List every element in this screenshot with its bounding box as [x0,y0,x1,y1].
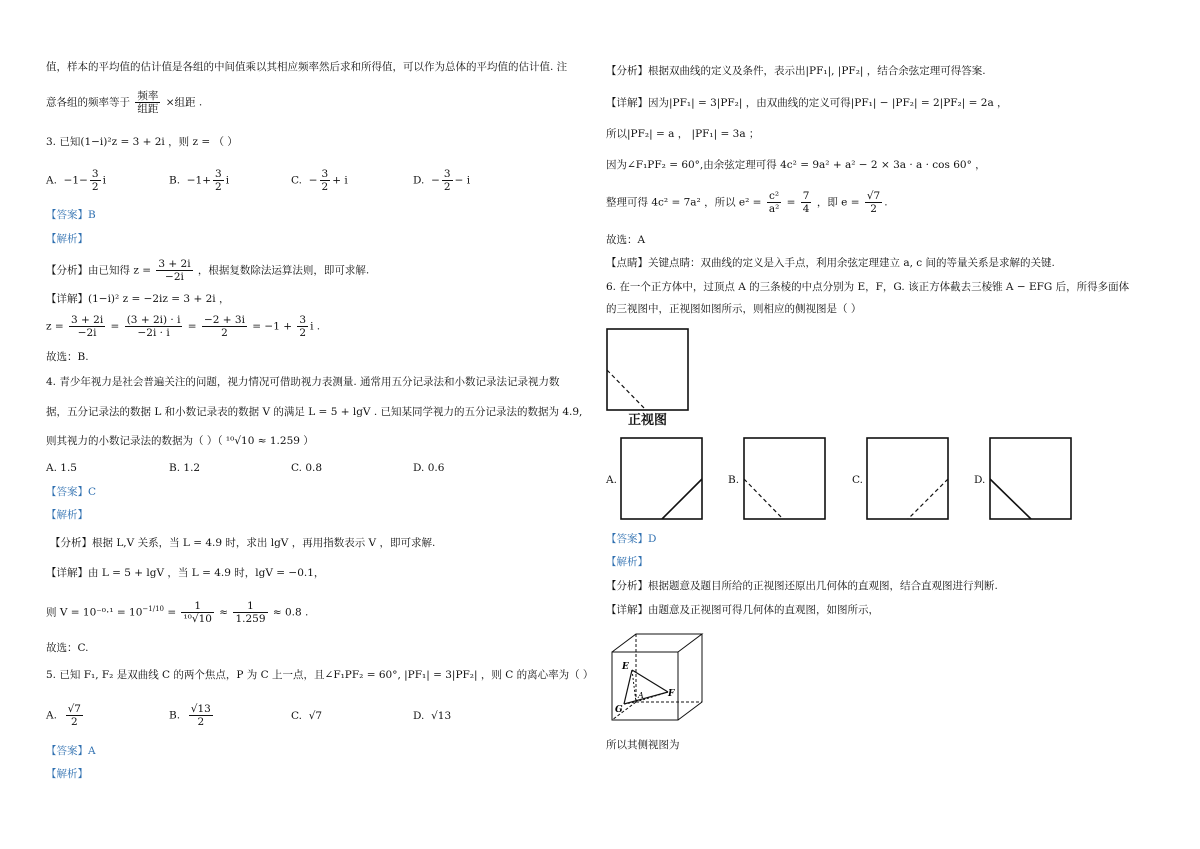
q4-option-b: B. 1.2 [169,462,201,474]
text-fragment: 【分析】由已知得 z = [46,264,152,277]
analysis-label: 【解析】 [46,768,88,780]
option-letter: D. [413,710,425,722]
analysis-text: 【分析】根据双曲线的定义及条件，表示出|PF₁|, |PF₂| ，结合余弦定理可得答案. [606,65,986,77]
text-fragment: 则 V = 10⁻⁰·¹ = 10 [46,606,143,619]
text-line: 值，样本的平均值的估计值是各组的中间值乘以其相应频率然后求和所得值，可以作为总体的平均值的估计值. 注 [46,61,568,73]
text-fragment: = [786,196,796,209]
option-dashed-edge [908,479,948,519]
question-4-stem: 则其视力的小数记录法的数据为（ ）（ ¹⁰√10 ≈ 1.259 ） [46,435,314,447]
answer-label: 【答案】B [46,209,96,221]
fraction-numerator: 3 + 2i [158,258,191,270]
q6-option-b-letter: B. [728,474,740,486]
answer-label: 【答案】D [606,533,657,545]
q5-option-a [46,703,85,728]
fraction-numerator: √13 [190,703,211,715]
fraction-numerator: 1 [233,600,267,613]
question-4-stem: 4. 青少年视力是社会普遍关注的问题，视力情况可借助视力表测量. 通常用五分记录法和小数记录法记录视力数 [46,376,560,388]
option-text: −1+ [186,174,212,187]
q6-option-a-letter: A. [606,474,617,486]
cube-label-e: E [622,662,629,672]
q3-option-a [46,168,106,193]
fraction-denominator: 2 [197,716,205,728]
option-letter: A. [46,709,57,722]
q6-option-d-letter: D. [974,474,986,486]
q5-option-b [169,703,215,728]
fraction-denominator: −2i [165,271,184,283]
cube-label-f: F [668,689,675,699]
fraction-denominator: 2 [91,181,99,193]
fraction [213,168,224,193]
option-text: − [431,174,440,187]
detail-text: 【详解】(1−i)² z = −2iz = 3 + 2i ， [46,293,230,305]
fraction-denominator: 2 [299,327,307,339]
fraction-numerator: 3 [299,314,307,326]
front-view-dashed-edge [607,370,646,410]
text-fragment: 意各组的频率等于 [46,96,130,109]
q5-option-d [413,710,451,722]
q6-option-d-figure [989,437,1073,521]
analysis-label: 【解析】 [606,556,648,568]
option-letter: C. [291,174,302,187]
fraction-denominator: 组距 [137,103,159,115]
fraction [66,703,83,728]
detail-text: 【详解】由题意及正视图可得几何体的直观图，如图所示， [606,604,879,616]
fraction-numerator: √7 [866,190,881,202]
option-dashed-edge [744,479,783,519]
cube-label-g: G [615,705,623,715]
text-fragment: ×组距 . [165,96,203,109]
option-text: i [225,174,230,187]
fraction [442,168,453,193]
analysis-text: 【分析】根据 L,V 关系，当 L = 4.9 时，求出 lgV ，再用指数表示 V ，即可求解. [50,537,436,549]
fraction [801,190,812,215]
fraction [233,600,267,625]
q4-option-a: A. 1.5 [46,462,77,474]
option-square [621,438,702,519]
conclusion: 故选：B. [46,351,89,363]
fraction [189,703,213,728]
analysis-label: 【解析】 [46,509,88,521]
detail-text: 所以|PF₂| = a ， |PF₁| = 3a ； [606,128,760,140]
q3-option-b [169,168,229,193]
fraction-numerator: 7 [802,190,810,202]
fraction-numerator: 频率 [137,90,159,102]
fraction [865,190,882,215]
cube-right-edges [678,634,702,720]
fraction-numerator: (3 + 2i) · i [126,314,181,326]
fraction [202,314,247,339]
fraction-denominator: −2i · i [137,327,170,339]
option-letter: B. [169,174,181,187]
option-letter: D. [413,174,425,187]
question-3-stem: 3. 已知(1−i)²z = 3 + 2i ，则 z = （ ） [46,136,238,148]
option-solid-edge [662,479,702,519]
fraction-denominator: 2 [70,716,78,728]
calculation-line: z = $\frac{3 + 2i}{-2i}$ = $\frac{(3 + 2i) \cdot i}{-2i \cdot i}$ = $\frac{-2 + 3i}{2}$ = −1 + $\frac{3}{2}$ i . [46,314,321,339]
front-view-figure [606,328,690,412]
question-4-stem: 据，五分记录法的数据 L 和小数记录表的数据 V 的满足 L = 5 + lgV . 已知某同学视力的五分记录法的数据为 4.9, [46,406,583,418]
option-letter: A. [46,174,57,187]
option-square [744,438,825,519]
text-line [46,90,202,115]
exponent: −1/10 [142,605,164,613]
question-6-stem: 6. 在一个正方体中，过顶点 A 的三条棱的中点分别为 E，F，G. 该正方体截去三棱锥 A − EFG 后，所得多面体 [606,281,1130,293]
q6-option-b-figure [743,437,827,521]
fraction [767,190,781,215]
fraction [156,258,192,283]
cut-triangle-edges [624,670,668,704]
analysis-text [46,258,369,283]
fraction-numerator: 3 [321,168,329,180]
fraction-numerator: c² [767,190,781,203]
calculation-line [606,190,888,215]
q6-option-c-figure [866,437,950,521]
fraction [320,168,331,193]
fraction-denominator: ¹⁰√10 [183,613,212,625]
fraction [90,168,101,193]
fraction-denominator: 2 [870,203,877,215]
cube-label-a: A [638,691,644,700]
answer-label: 【答案】A [46,745,96,757]
final-text: 所以其侧视图为 [606,739,680,751]
q3-option-c [291,168,348,193]
text-fragment: ，即 e = [816,196,860,209]
conclusion: 故选：C. [46,642,89,654]
fraction-denominator: 2 [215,181,222,193]
option-text: √13 [431,710,452,722]
fraction-numerator: 3 [443,168,451,180]
answer-label: 【答案】C [46,486,97,498]
q5-option-c [291,710,322,722]
option-text: + i [332,174,348,187]
key-point: 【点睛】关键点睛：双曲线的定义是入手点，利用余弦定理建立 a, c 间的等量关系是求解的关键. [606,257,1055,269]
q4-option-c: C. 0.8 [291,462,323,474]
option-text: √7 [308,710,323,722]
front-view-square [607,329,688,410]
fraction-denominator: −2i [77,327,97,339]
fraction [125,314,183,339]
fraction-numerator: 3 + 2i [71,314,104,326]
cube-diagram [610,632,710,724]
option-letter: B. [169,709,181,722]
q6-option-a-figure [620,437,704,521]
analysis-text: 【分析】根据题意及题目所给的正视图还原出几何体的直观图，结合直观图进行判断. [606,580,998,592]
detail-text: 【详解】由 L = 5 + lgV ，当 L = 4.9 时，lgV = −0.1， [46,567,325,579]
conclusion: 故选：A [606,234,646,246]
fraction-denominator: 4 [802,203,810,215]
option-letter: C. [291,710,302,722]
fraction-numerator: 1 [181,600,213,613]
q6-option-c-letter: C. [852,474,863,486]
front-view-label: 正视图 [628,413,668,428]
option-text: −1− [63,174,88,187]
detail-text: 因为∠F₁PF₂ = 60°,由余弦定理可得 4c² = 9a² + a² − 2 × 3a · a · cos 60° ， [606,159,986,171]
calculation-line: 则 $V = 10^{-0}\cdot^1 = 10^{-1/10}$ = $\frac{1}{\text{¹⁰√10}}$ ≈ $\frac{1}{1.259}$ ≈ 0.8 . [46,600,309,625]
fraction-numerator: 3 [215,168,222,180]
option-square [990,438,1071,519]
option-text: i [102,174,106,187]
fraction-denominator: 2 [443,181,451,193]
fraction [135,90,160,115]
cube-hidden-edges [612,634,702,720]
question-6-stem: 的三视图中，正视图如图所示，则相应的侧视图是（ ） [606,303,862,315]
fraction-numerator: √7 [67,703,81,715]
question-5-stem: 5. 已知 F₁, F₂ 是双曲线 C 的两个焦点，P 为 C 上一点，且∠F₁PF₂ = 60°, |PF₁| = 3|PF₂| ，则 C 的离心率为（ ） [46,669,594,681]
fraction-numerator: −2 + 3i [203,314,245,326]
option-solid-edge [990,479,1031,519]
text-fragment: z = [46,320,64,333]
text-fragment: ，根据复数除法运算法则，即可求解. [197,264,370,277]
q4-option-d: D. 0.6 [413,462,445,474]
text-fragment: . [884,196,888,209]
text-fragment: 整理可得 4c² = 7a² ，所以 e² = [606,196,762,209]
fraction-numerator: 3 [91,168,99,180]
fraction-denominator: 2 [221,327,228,339]
analysis-label: 【解析】 [46,233,88,245]
fraction-denominator: 1.259 [235,613,266,625]
detail-text: 【详解】因为|PF₁| = 3|PF₂| ，由双曲线的定义可得|PF₁| − |PF₂| = 2|PF₂| = 2a ， [606,97,1008,109]
fraction [297,314,308,339]
fraction-denominator: 2 [321,181,329,193]
fraction [69,314,105,339]
option-text: − i [454,174,471,187]
text-fragment: ≈ 0.8 . [272,606,309,619]
option-text: − [308,174,318,187]
cube-top-face [612,634,702,652]
option-square [867,438,948,519]
text-fragment: i . [310,320,321,333]
fraction-denominator: a² [768,203,780,215]
q3-option-d [413,168,470,193]
text-fragment: = −1 + [252,320,293,333]
fraction [181,600,213,625]
